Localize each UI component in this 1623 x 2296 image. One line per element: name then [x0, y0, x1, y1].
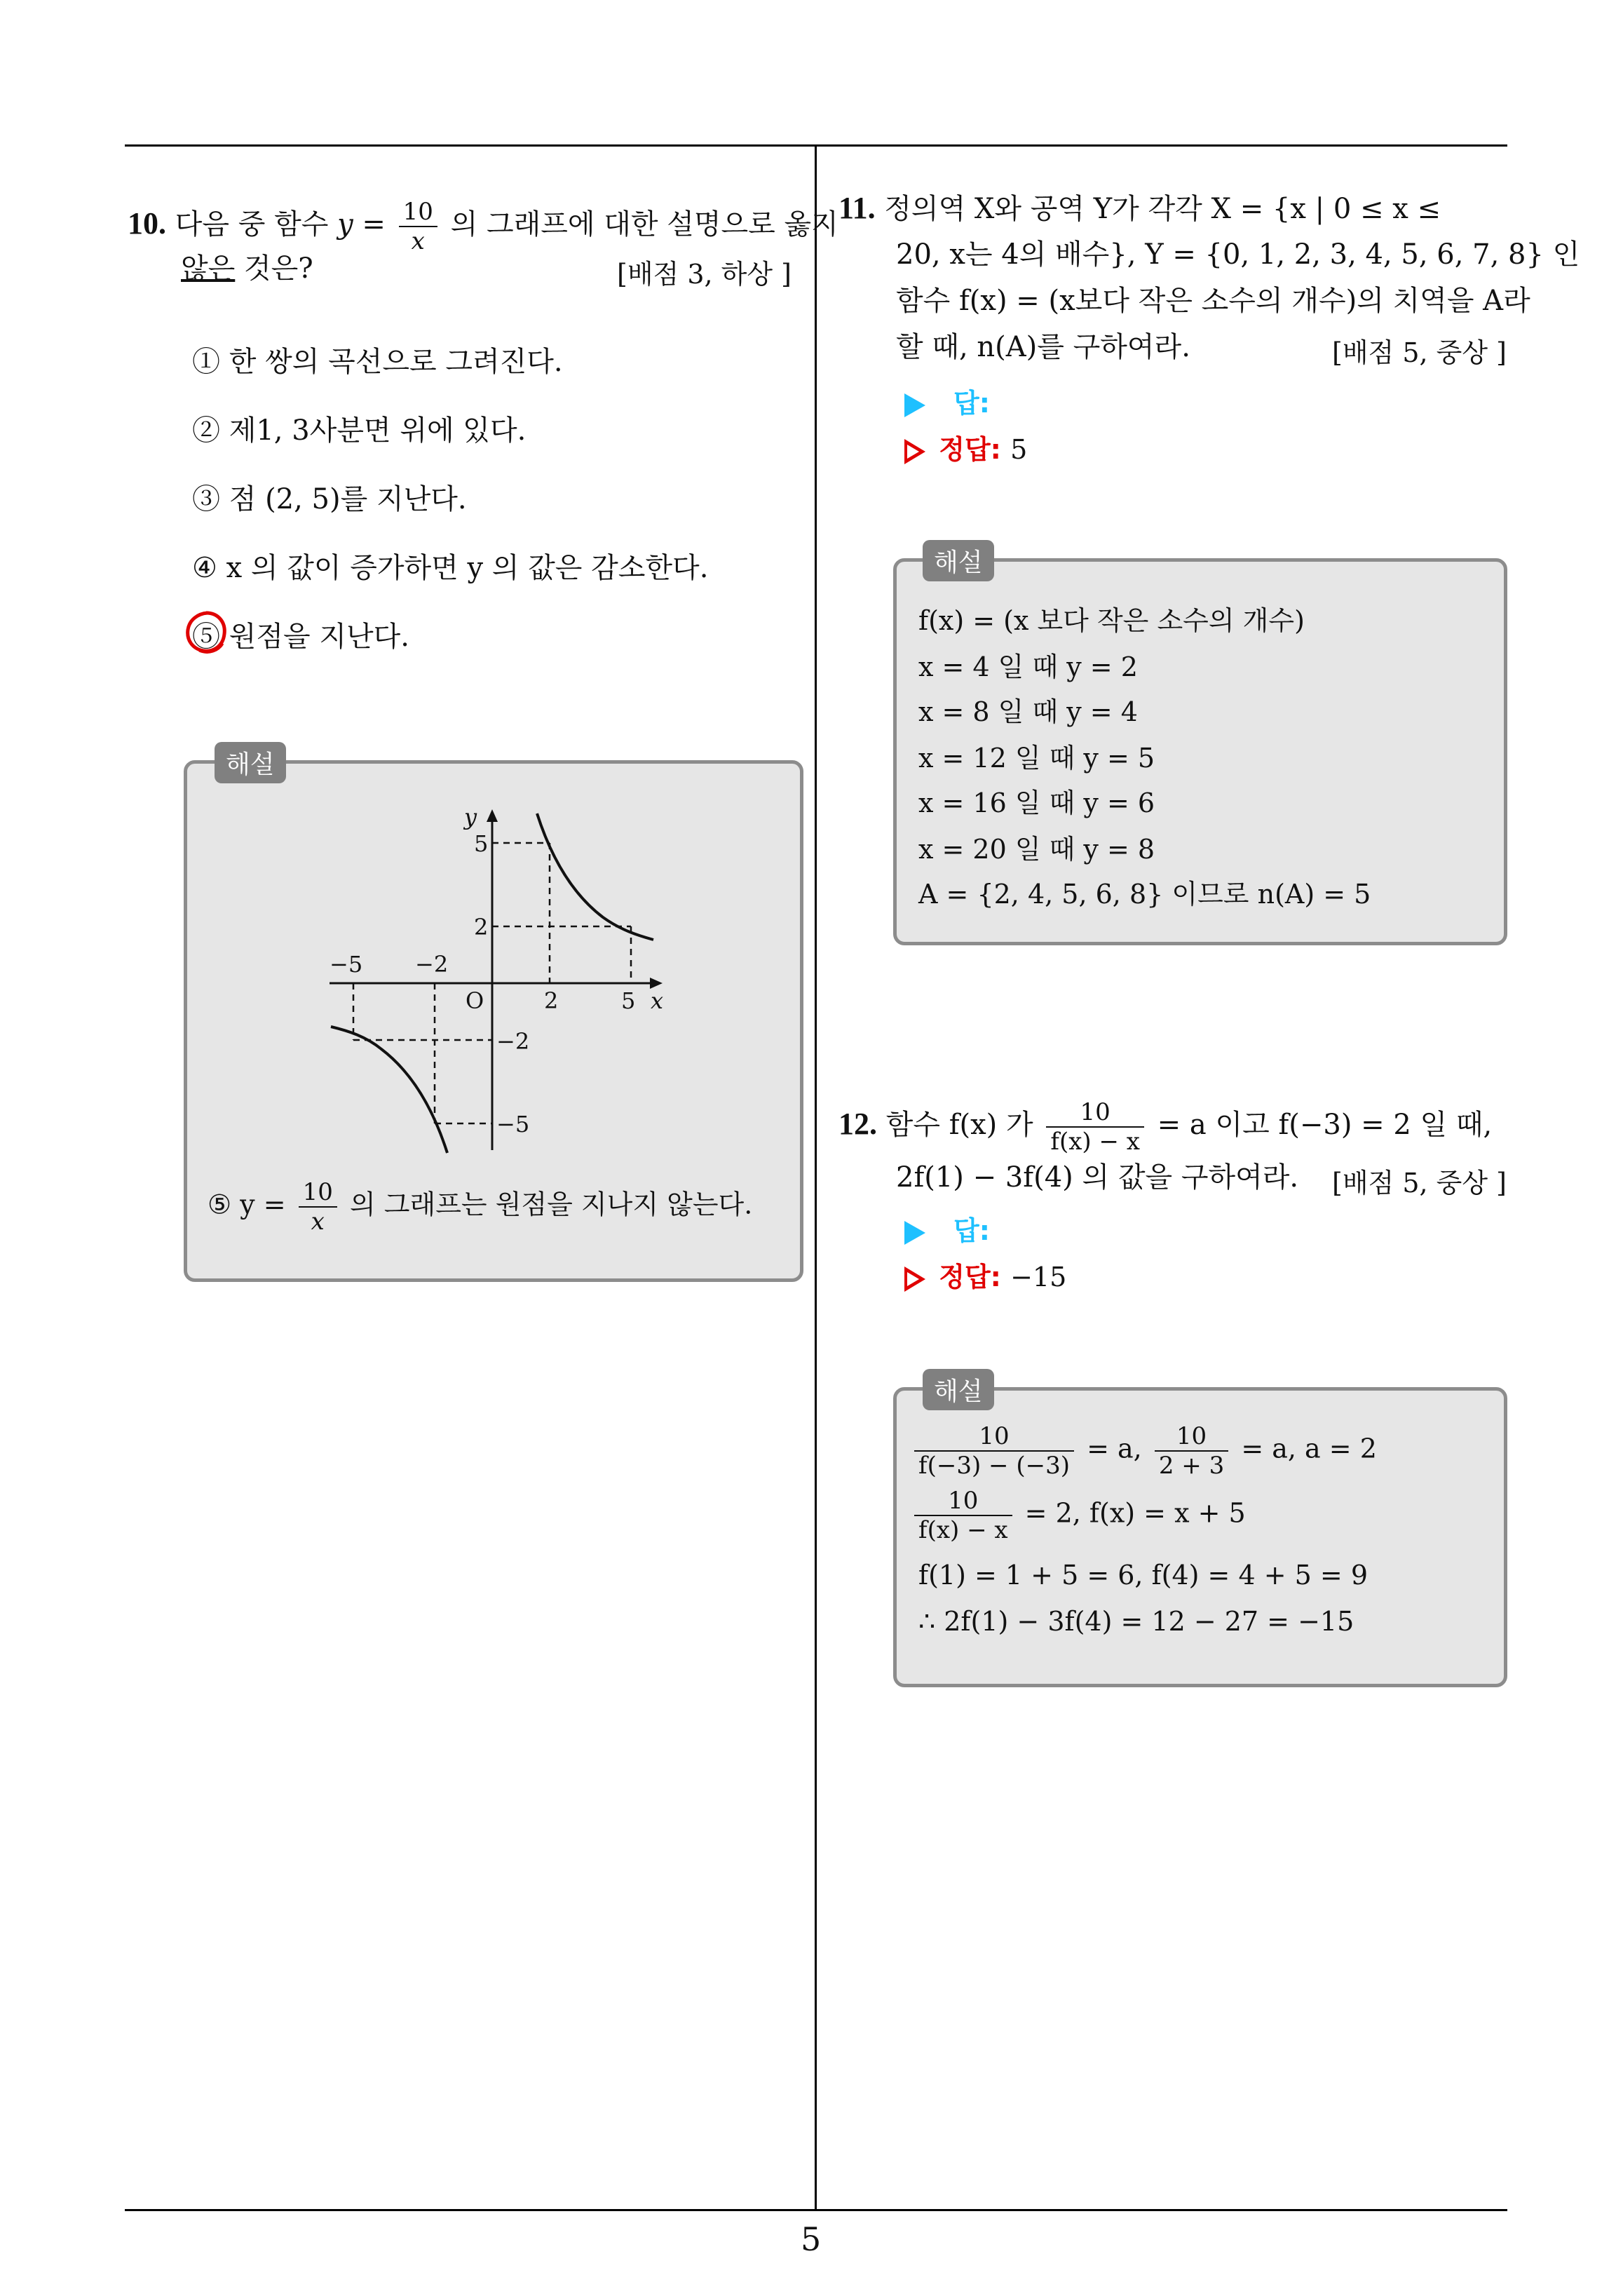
graph-x-axis-label: x [651, 987, 664, 1014]
q12-correct-row: 정답: −15 [904, 1255, 1066, 1294]
q10-choice-4[interactable]: ④ x 의 값이 증가하면 y 의 값은 감소한다. [192, 552, 709, 584]
bottom-rule [125, 2209, 1507, 2211]
graph-tick-yneg5: −5 [496, 1111, 530, 1137]
q10-score: [배점 3, 하상 ] [617, 259, 792, 290]
column-divider [815, 144, 817, 2210]
hyperbola-graph [301, 799, 694, 1164]
q12-explanation-line-2: $\frac{10}{f(x) - x}$ = 2, f(x) = x + 5 [914, 1487, 1246, 1544]
q11-explanation-line-7: A = {2, 4, 5, 6, 8} 이므로 n(A) = 5 [918, 879, 1371, 910]
graph-tick-x5: 5 [621, 987, 636, 1014]
q11-explanation-line-2: x = 4 일 때 y = 2 [918, 651, 1138, 682]
q12-stem-line1: 12. 함수 f(x) 가 $\frac{10}{f(x) - x}$ = a 이고 f(−3) = 2 일 때, [838, 1098, 1493, 1156]
q12-explanation-line-1: $\frac{10}{f(-3) - (-3)}$ = a, $\frac{10}{2 + 3}$ = a, a = 2 [914, 1422, 1377, 1480]
graph-tick-y2: 2 [474, 914, 489, 940]
q12-fraction: $\frac{10}{f(x) - x}$ [1046, 1098, 1144, 1156]
q12-score: [배점 5, 중상 ] [1332, 1168, 1507, 1198]
graph-tick-xneg2: −2 [415, 951, 449, 978]
q10-fraction: $\frac{10}{x}$ [399, 198, 437, 255]
graph-tick-y5: 5 [474, 830, 489, 857]
q12-correct-value: −15 [1010, 1262, 1067, 1292]
q11-correct-row: 정답: 5 [904, 428, 1027, 466]
q11-stem-line2: 20, x는 4의 배수}, Y = {0, 1, 2, 3, 4, 5, 6, 7, 8} 인 [896, 238, 1580, 271]
q11-explanation-line-6: x = 20 일 때 y = 8 [918, 834, 1155, 865]
graph-tick-xneg5: −5 [330, 951, 363, 978]
q10-choice-3[interactable]: ③ 점 (2, 5)를 지난다. [192, 483, 467, 515]
correct-arrow-icon [904, 439, 925, 464]
page-number: 5 [801, 2220, 822, 2258]
q11-answer-row[interactable]: 답: [904, 381, 990, 420]
q11-explanation-line-5: x = 16 일 때 y = 6 [918, 788, 1155, 818]
graph-origin-label: O [466, 987, 484, 1014]
q11-stem-line3: 함수 f(x) = (x보다 작은 소수의 개수)의 치역을 A라 [896, 285, 1530, 317]
q10-explanation-text: ⑤ y = $\frac{10}{x}$ 의 그래프는 원점을 지나지 않는다. [208, 1178, 753, 1236]
correct-arrow-icon [904, 1267, 925, 1292]
q11-stem-line4: 할 때, n(A)를 구하여라. [896, 331, 1190, 363]
graph-y-axis-label: y [464, 804, 477, 830]
q10-number: 10. [128, 206, 166, 241]
q11-number: 11. [838, 191, 876, 225]
graph-tick-yneg2: −2 [496, 1028, 530, 1055]
answer-arrow-icon [904, 393, 925, 417]
selected-answer-circle-icon [178, 605, 234, 661]
q10-choice-1[interactable]: ① 한 쌍의 곡선으로 그려진다. [192, 346, 563, 378]
q11-score: [배점 5, 중상 ] [1332, 337, 1507, 368]
q12-number: 12. [838, 1107, 877, 1141]
q10-choice-2[interactable]: ② 제1, 3사분면 위에 있다. [192, 414, 527, 447]
q12-explanation-line-3: f(1) = 1 + 5 = 6, f(4) = 4 + 5 = 9 [918, 1560, 1368, 1591]
q10-stem-line1: 10. 다음 중 함수 y = $\frac{10}{x}$ 의 그래프에 대한 설명으로 옳지 [128, 198, 838, 255]
graph-tick-x2: 2 [544, 987, 559, 1014]
q12-explanation-line-4: ∴ 2f(1) − 3f(4) = 12 − 27 = −15 [918, 1606, 1354, 1637]
answer-arrow-icon [904, 1221, 925, 1245]
q11-explanation-line-4: x = 12 일 때 y = 5 [918, 743, 1155, 774]
q11-explanation-line-3: x = 8 일 때 y = 4 [918, 696, 1138, 727]
q11-explanation-tag: 해설 [923, 540, 994, 581]
q10-explanation-tag: 해설 [215, 742, 286, 783]
q11-explanation-line-1: f(x) = (x 보다 작은 소수의 개수) [918, 605, 1305, 636]
q11-stem-line1: 11. 정의역 X와 공역 Y가 각각 X = {x | 0 ≤ x ≤ [838, 191, 1441, 225]
q10-stem-line2: 않은 것은? [181, 252, 313, 285]
q12-explanation-tag: 해설 [923, 1369, 994, 1410]
q12-answer-row[interactable]: 답: [904, 1209, 990, 1248]
q10-choice-5[interactable]: ⑤ 원점을 지난다. [192, 621, 409, 653]
q12-stem-line2: 2f(1) − 3f(4) 의 값을 구하여라. [896, 1161, 1299, 1194]
q11-correct-value: 5 [1010, 434, 1028, 465]
